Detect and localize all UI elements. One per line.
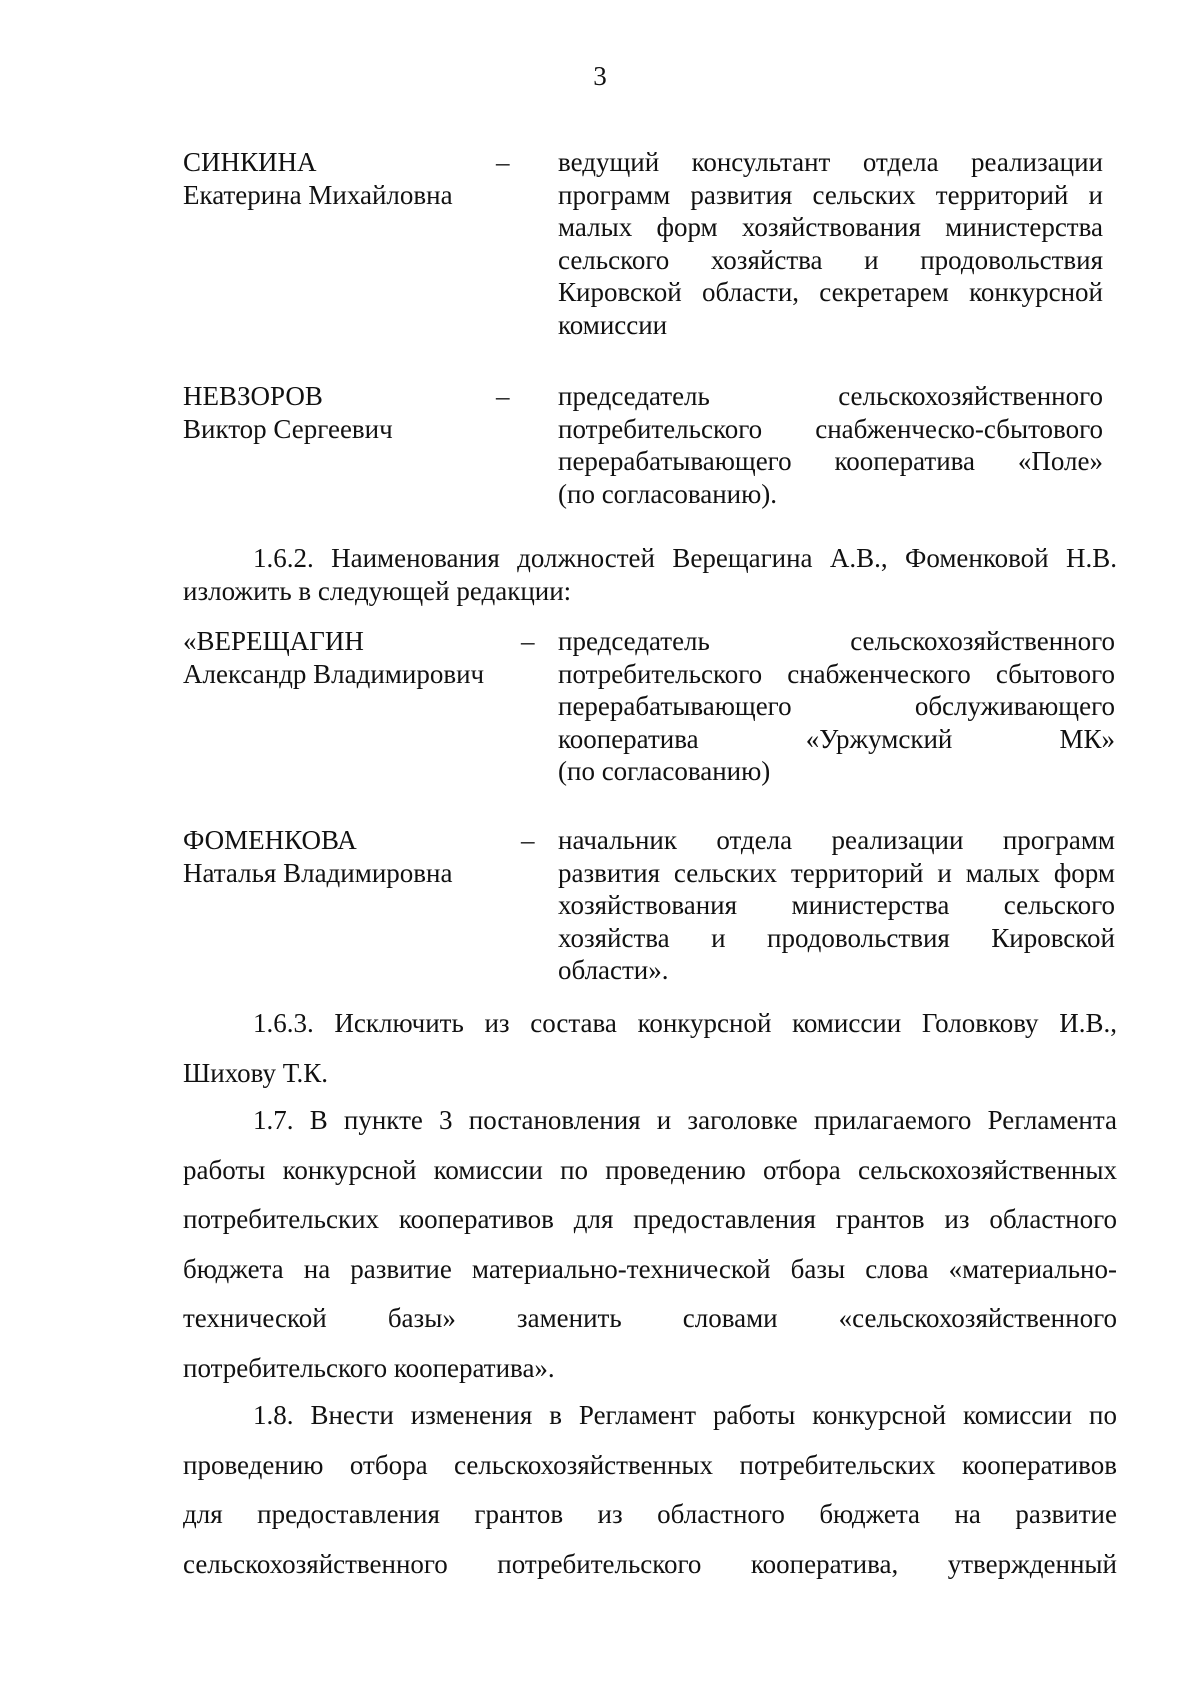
role-line: (по согласованию) <box>558 756 771 786</box>
role-line: ведущий консультант отдела реализации <box>558 147 1103 177</box>
paragraph-line: 1.7. В пункте 3 постановления и заголовке прилагаемого Регламента <box>253 1105 1117 1135</box>
page-number: 3 <box>593 61 607 91</box>
paragraph-1-6-3 <box>183 998 1117 1098</box>
role-line: перерабатывающего обслуживающего <box>558 691 1115 721</box>
paragraph-1-7 <box>183 1096 1117 1393</box>
commission-member-vereshchagin <box>183 625 1117 795</box>
commission-member-fomenkova <box>183 824 1117 994</box>
member-surname: НЕВЗОРОВ <box>183 381 323 411</box>
role-line: развития сельских территорий и малых форм <box>558 857 1115 888</box>
member-given-names: Александр Владимирович <box>183 658 485 689</box>
member-dash: – <box>521 626 535 656</box>
member-role <box>558 625 1115 788</box>
role-line: потребительского снабженческо-сбытового <box>558 413 1103 444</box>
paragraph-line: потребительских кооперативов для предоставления грантов из областного <box>183 1204 1117 1234</box>
paragraph-line: проведению отбора сельскохозяйственных потребительских кооперативов <box>183 1449 1117 1480</box>
role-line: хозяйствования министерства сельского <box>558 890 1115 920</box>
member-dash: – <box>496 381 510 411</box>
member-surname: СИНКИНА <box>183 147 317 177</box>
role-line: кооператива «Уржумский МК» <box>558 723 1115 754</box>
member-name <box>183 824 452 889</box>
member-surname: ФОМЕНКОВА <box>183 825 357 855</box>
role-line: председатель сельскохозяйственного <box>558 626 1115 656</box>
member-role <box>558 146 1103 341</box>
member-name <box>183 146 453 211</box>
role-line: хозяйства и продовольствия Кировской <box>558 922 1115 953</box>
member-dash: – <box>496 147 510 177</box>
member-name <box>183 625 484 690</box>
role-line: начальник отдела реализации программ <box>558 825 1115 855</box>
member-given-names: Екатерина Михайловна <box>183 179 453 210</box>
paragraph-line: технической базы» заменить словами «сельскохозяйственного <box>183 1303 1117 1333</box>
paragraph-line: сельскохозяйственного потребительского кооператива, утвержденный <box>183 1548 1117 1579</box>
paragraph-line: 1.6.2. Наименования должностей Верещагина А.В., Фоменковой Н.В. <box>253 543 1117 573</box>
paragraph-line: потребительского кооператива». <box>183 1352 555 1383</box>
member-name <box>183 380 393 445</box>
paragraph-line: изложить в следующей редакции: <box>183 576 572 606</box>
commission-member-sinkina <box>183 146 1117 346</box>
role-line: малых форм хозяйствования министерства <box>558 212 1103 242</box>
role-line: области». <box>558 955 669 985</box>
role-line: комиссии <box>558 309 668 340</box>
paragraph-1-6-2 <box>183 542 1117 608</box>
role-line: Кировской области, секретарем конкурсной <box>558 277 1103 307</box>
member-role <box>558 380 1103 510</box>
role-line: председатель сельскохозяйственного <box>558 381 1103 411</box>
member-dash: – <box>521 825 535 855</box>
role-line: потребительского снабженческого сбытового <box>558 658 1115 689</box>
role-line: (по согласованию). <box>558 478 778 509</box>
paragraph-line: 1.6.3. Исключить из состава конкурсной комиссии Головкову И.В., <box>253 1008 1117 1038</box>
commission-member-nevzorov <box>183 380 1117 515</box>
paragraph-line: Шихову Т.К. <box>183 1058 329 1088</box>
role-line: сельского хозяйства и продовольствия <box>558 244 1103 275</box>
member-given-names: Наталья Владимировна <box>183 857 453 888</box>
member-given-names: Виктор Сергеевич <box>183 413 393 444</box>
member-surname: «ВЕРЕЩАГИН <box>183 626 364 656</box>
paragraph-line: работы конкурсной комиссии по проведению отбора сельскохозяйственных <box>183 1154 1117 1185</box>
paragraph-1-8 <box>183 1391 1117 1589</box>
role-line: программ развития сельских территорий и <box>558 179 1103 210</box>
paragraph-line: 1.8. Внести изменения в Регламент работы конкурсной комиссии по <box>253 1400 1117 1430</box>
paragraph-line: для предоставления грантов из областного бюджета на развитие <box>183 1499 1117 1529</box>
member-role <box>558 824 1115 987</box>
paragraph-line: бюджета на развитие материально-технической базы слова «материально- <box>183 1253 1117 1284</box>
role-line: перерабатывающего кооператива «Поле» <box>558 446 1103 476</box>
